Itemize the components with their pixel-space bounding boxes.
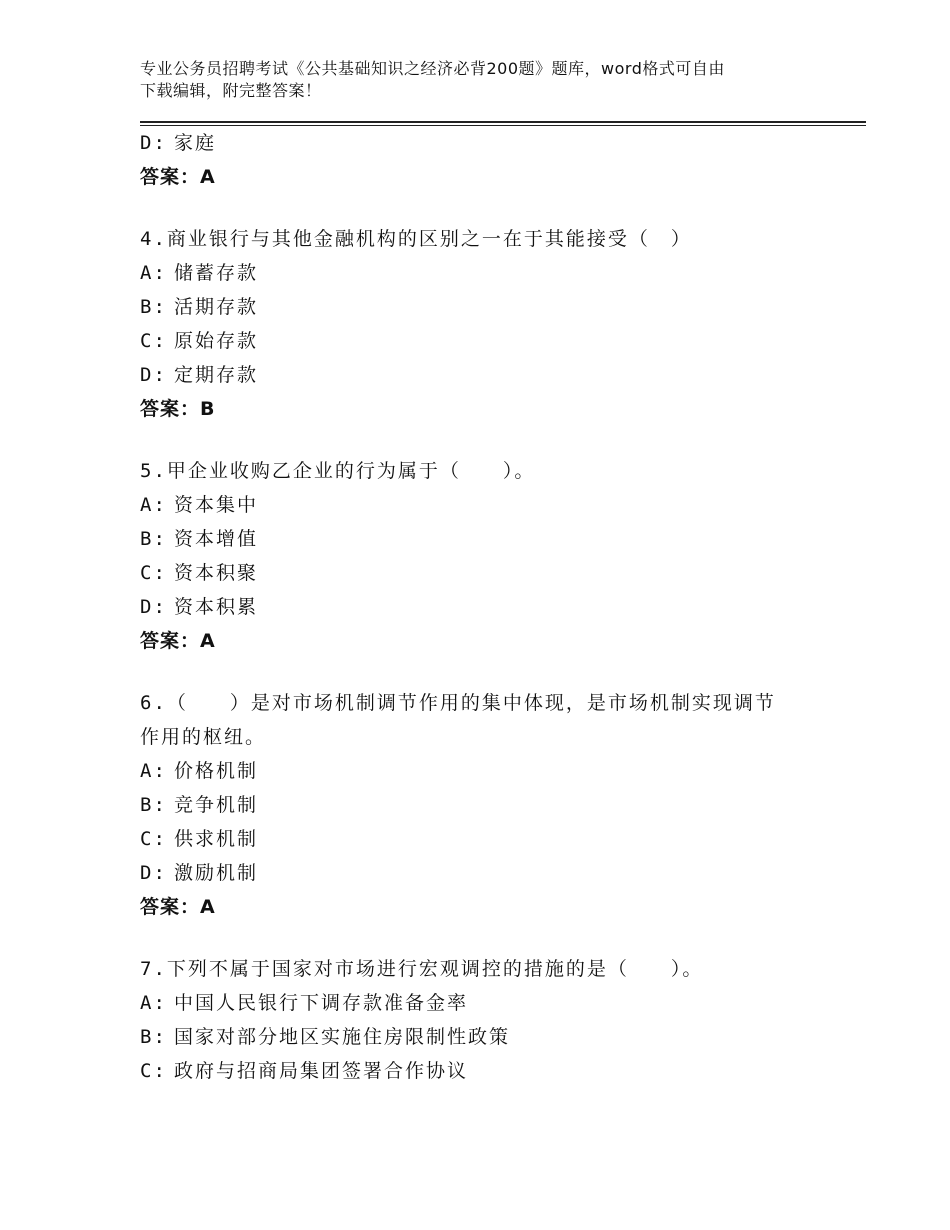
option-a: [140, 986, 840, 1020]
option-prefix: B:: [140, 296, 167, 318]
option-b: [140, 290, 840, 324]
option-prefix: D:: [140, 596, 167, 618]
option-c: [140, 324, 840, 358]
option-d: [140, 856, 840, 890]
option-text: 家庭: [174, 132, 217, 154]
option-a: [140, 256, 840, 290]
option-text: 价格机制: [174, 760, 259, 782]
option-prefix: C:: [140, 828, 167, 850]
page-header: [140, 58, 820, 102]
option-prefix: C:: [140, 562, 167, 584]
option-text: 定期存款: [174, 364, 259, 386]
option-prefix: A:: [140, 992, 167, 1014]
option-b: [140, 1020, 840, 1054]
option-b: [140, 522, 840, 556]
option-text: 资本积聚: [174, 562, 259, 584]
header-title-line-1: 专业公务员招聘考试《公共基础知识之经济必背200题》题库，word格式可自由: [140, 59, 725, 78]
option-d: [140, 590, 840, 624]
spacer: [140, 426, 840, 454]
option-prefix: C:: [140, 330, 167, 352]
answer-line: 答案：B: [140, 398, 216, 420]
spacer: [140, 194, 840, 222]
spacer: [140, 924, 840, 952]
option-a: [140, 488, 840, 522]
spacer: [140, 658, 840, 686]
header-divider: [140, 121, 866, 123]
question-stem: 7.下列不属于国家对市场进行宏观调控的措施的是（ ）。: [140, 958, 704, 980]
option-c: [140, 822, 840, 856]
option-prefix: B:: [140, 1026, 167, 1048]
option-text: 供求机制: [174, 828, 259, 850]
option-text: 中国人民银行下调存款准备金率: [174, 992, 469, 1014]
option-b: [140, 788, 840, 822]
option-text: 激励机制: [174, 862, 259, 884]
option-text: 政府与招商局集团签署合作协议: [174, 1060, 469, 1082]
option-text: 活期存款: [174, 296, 259, 318]
option-d: [140, 126, 840, 160]
option-text: 资本增值: [174, 528, 259, 550]
answer-line: 答案：A: [140, 630, 216, 652]
question-stem: 5.甲企业收购乙企业的行为属于（ ）。: [140, 460, 536, 482]
answer-line: 答案：A: [140, 896, 216, 918]
question-stem: 4.商业银行与其他金融机构的区别之一在于其能接受（ ）: [140, 228, 692, 250]
question-stem: 6.（ ）是对市场机制调节作用的集中体现，是市场机制实现调节: [140, 692, 776, 714]
option-d: [140, 358, 840, 392]
option-prefix: A:: [140, 494, 167, 516]
option-prefix: D:: [140, 364, 167, 386]
option-prefix: D:: [140, 862, 167, 884]
option-text: 储蓄存款: [174, 262, 259, 284]
option-c: [140, 556, 840, 590]
header-title-line-2: 下载编辑，附完整答案！: [140, 81, 322, 100]
option-prefix: C:: [140, 1060, 167, 1082]
option-prefix: B:: [140, 528, 167, 550]
option-prefix: A:: [140, 760, 167, 782]
option-text: 竞争机制: [174, 794, 259, 816]
option-c: [140, 1054, 840, 1088]
option-prefix: A:: [140, 262, 167, 284]
option-text: 资本积累: [174, 596, 259, 618]
answer-line: 答案：A: [140, 166, 216, 188]
option-prefix: B:: [140, 794, 167, 816]
option-text: 原始存款: [174, 330, 259, 352]
option-text: 资本集中: [174, 494, 259, 516]
option-a: [140, 754, 840, 788]
question-list: [140, 126, 840, 1088]
option-text: 国家对部分地区实施住房限制性政策: [174, 1026, 511, 1048]
question-stem-continued: 作用的枢纽。: [140, 726, 267, 748]
option-prefix: D:: [140, 132, 167, 154]
